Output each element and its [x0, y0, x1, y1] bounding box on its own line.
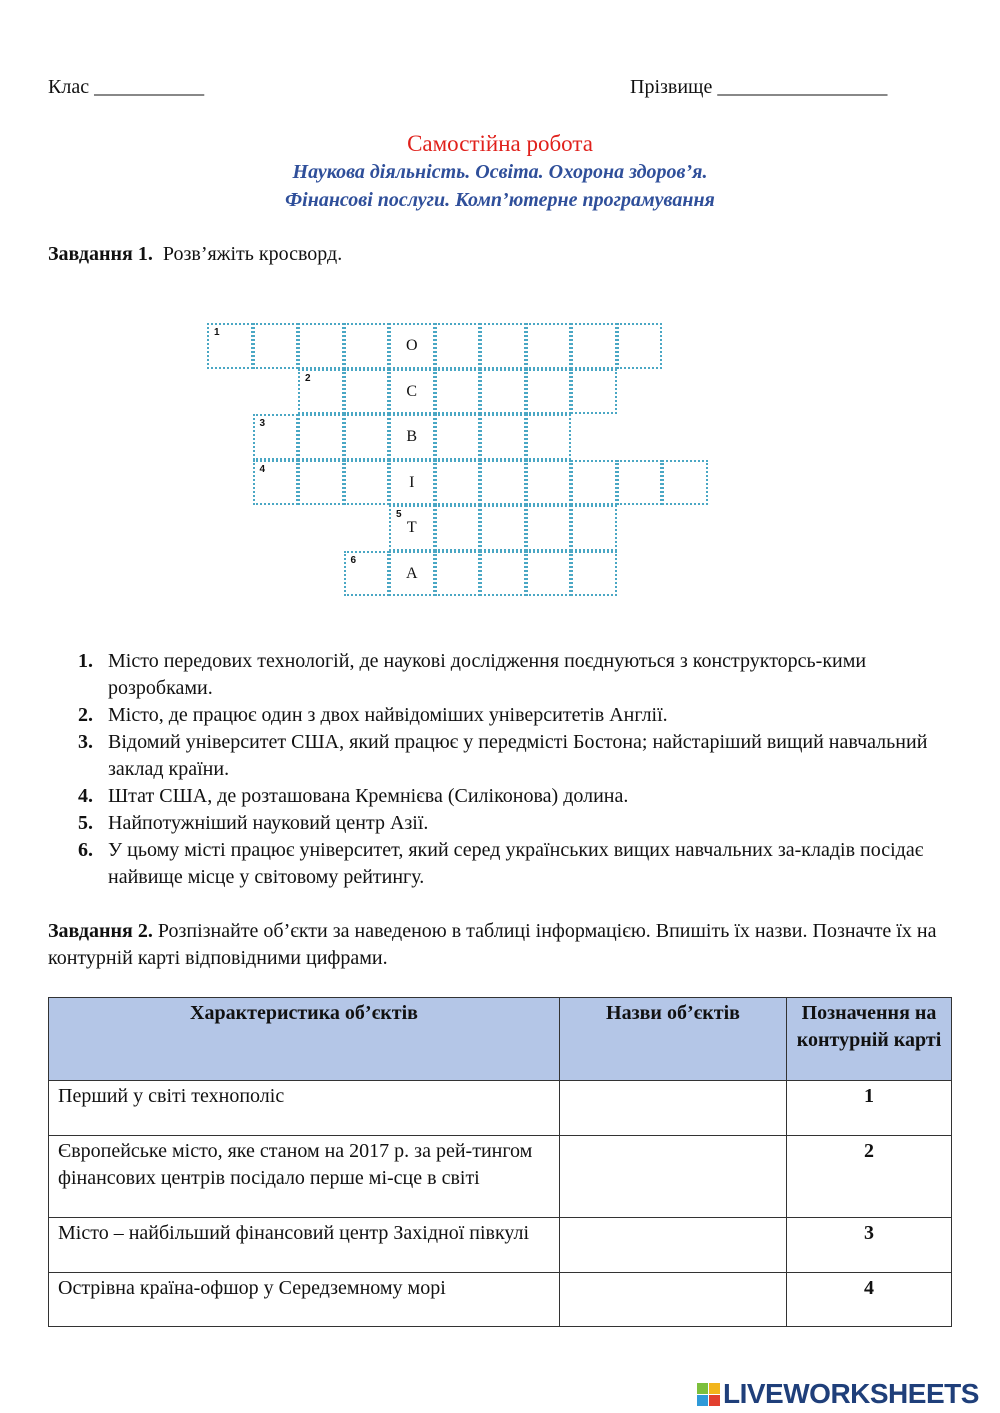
crossword-cell[interactable]	[480, 323, 526, 369]
question-item	[78, 702, 958, 729]
task2-label: Завдання 2.	[48, 920, 153, 942]
object-description: Європейське місто, яке станом на 2017 р. за рей-тингом фінансових центрів посідало перше мі-сце в світі	[49, 1136, 560, 1218]
clue-number: 1	[214, 327, 220, 338]
question-item	[78, 729, 958, 783]
crossword-cell[interactable]	[571, 323, 617, 369]
task1-heading	[48, 243, 342, 266]
logo-badge-icon	[697, 1383, 720, 1406]
crossword-cell[interactable]	[389, 323, 435, 369]
crossword-cell[interactable]	[435, 369, 481, 415]
crossword-cell[interactable]	[526, 551, 572, 597]
crossword-cell[interactable]	[253, 414, 299, 460]
question-item	[78, 783, 958, 810]
header-characteristics: Характеристика об’єктів	[49, 998, 560, 1081]
crossword-cell[interactable]	[571, 460, 617, 506]
question-text: Місто передових технологій, де наукові дослідження поєднуються з конструкторсь-кими розробками.	[108, 650, 867, 699]
crossword-cell[interactable]	[344, 323, 390, 369]
table-row	[49, 1081, 952, 1136]
task1-label: Завдання 1.	[48, 243, 153, 265]
crossword-cell[interactable]	[435, 414, 481, 460]
table-row	[49, 1136, 952, 1218]
key-letter: О	[405, 337, 418, 354]
subtitle-line-1: Наукова діяльність. Освіта. Охорона здоров’я.	[292, 161, 708, 183]
header-map-mark: Позначення на контурній карті	[787, 998, 952, 1081]
crossword-cell[interactable]	[526, 323, 572, 369]
page-title: Самостійна робота	[407, 131, 593, 156]
objects-table	[48, 997, 952, 1327]
crossword-cell[interactable]	[571, 505, 617, 551]
crossword-cell[interactable]	[298, 323, 344, 369]
crossword-cell[interactable]	[298, 369, 344, 415]
crossword-cell[interactable]	[480, 460, 526, 506]
crossword-cell[interactable]	[207, 323, 253, 369]
crossword-cell[interactable]	[253, 460, 299, 506]
liveworksheets-logo	[697, 1378, 979, 1410]
crossword-cell[interactable]	[480, 551, 526, 597]
crossword-cell[interactable]	[344, 551, 390, 597]
header-names: Назви об’єктів	[560, 998, 787, 1081]
question-number: 2.	[78, 704, 93, 726]
task1-text: Розв’яжіть кросворд.	[162, 243, 343, 265]
question-number: 5.	[78, 812, 93, 834]
question-number: 1.	[78, 650, 93, 672]
question-text: Місто, де працює один з двох найвідоміших університетів Англії.	[108, 704, 668, 726]
crossword-cell[interactable]	[617, 323, 663, 369]
crossword-cell[interactable]	[389, 369, 435, 415]
subtitle-line-2: Фінансові послуги. Комп’ютерне програмування	[285, 189, 715, 211]
surname-field[interactable]: Прізвище _________________	[630, 76, 888, 98]
crossword-cell[interactable]	[298, 414, 344, 460]
map-mark: 2	[787, 1136, 952, 1218]
object-description: Місто – найбільший фінансовий центр Західної півкулі	[49, 1218, 560, 1273]
crossword-cell[interactable]	[526, 369, 572, 415]
crossword-cell[interactable]	[344, 414, 390, 460]
crossword-cell[interactable]	[344, 460, 390, 506]
question-number: 6.	[78, 839, 93, 861]
question-number: 4.	[78, 785, 93, 807]
crossword-cell[interactable]	[435, 323, 481, 369]
crossword-cell[interactable]	[480, 369, 526, 415]
clue-number: 6	[350, 554, 357, 566]
key-letter: Т	[406, 519, 417, 536]
crossword-cell[interactable]	[480, 505, 526, 551]
crossword-cell[interactable]	[389, 551, 435, 597]
key-letter: А	[405, 564, 418, 582]
crossword-cell[interactable]	[344, 369, 390, 415]
crossword-cell[interactable]	[253, 323, 299, 369]
map-mark: 4	[787, 1273, 952, 1327]
crossword-cell[interactable]	[435, 460, 481, 506]
crossword-cell[interactable]	[526, 460, 572, 506]
clue-number: 3	[259, 418, 266, 429]
task2-text: Розпізнайте об’єкти за наведеною в таблиці інформацією. Впишіть їх назви. Позначте їх на контурній карті відповідними цифрами.	[48, 920, 937, 969]
object-name-input[interactable]	[560, 1218, 787, 1273]
crossword-cell[interactable]	[526, 414, 572, 460]
crossword-cell[interactable]	[298, 460, 344, 506]
crossword-cell[interactable]	[526, 505, 572, 551]
question-text: Штат США, де розташована Кремнієва (Силіконова) долина.	[108, 785, 629, 807]
crossword-cell[interactable]	[617, 460, 663, 506]
question-item	[78, 810, 958, 837]
map-mark: 1	[787, 1081, 952, 1136]
crossword-cell[interactable]	[662, 460, 708, 506]
object-name-input[interactable]	[560, 1273, 787, 1327]
task2-heading	[48, 918, 958, 972]
clue-number: 4	[259, 463, 266, 475]
question-item	[78, 648, 958, 702]
crossword-cell[interactable]	[435, 551, 481, 597]
crossword-cell[interactable]	[571, 551, 617, 597]
object-description: Перший у світі технополіс	[49, 1081, 560, 1136]
question-number: 3.	[78, 731, 93, 753]
clue-number: 5	[396, 509, 402, 520]
crossword-cell[interactable]	[480, 414, 526, 460]
question-text: Найпотужніший науковий центр Азії.	[108, 812, 429, 834]
object-description: Острівна країна-офшор у Середземному морі	[49, 1273, 560, 1327]
crossword-cell[interactable]	[389, 505, 435, 551]
crossword-cell[interactable]	[389, 460, 435, 506]
question-text: У цьому місті працює університет, який серед українських вищих навчальних за-кладів посідає найвище місце у світовому рейтингу.	[108, 839, 924, 888]
clue-number: 2	[305, 372, 311, 384]
table-row	[49, 1218, 952, 1273]
key-letter: С	[406, 382, 418, 400]
object-name-input[interactable]	[560, 1136, 787, 1218]
object-name-input[interactable]	[560, 1081, 787, 1136]
crossword-cell[interactable]	[571, 369, 617, 415]
table-row	[49, 1273, 952, 1327]
map-mark: 3	[787, 1218, 952, 1273]
key-letter: І	[409, 473, 415, 491]
question-text: Відомий університет США, який працює у передмісті Бостона; найстаріший вищий навчальний заклад країни.	[108, 731, 928, 780]
class-field[interactable]: Клас ___________	[48, 76, 205, 98]
question-item	[78, 837, 958, 891]
key-letter: В	[406, 428, 418, 445]
crossword-cell[interactable]	[389, 414, 435, 460]
crossword-cell[interactable]	[435, 505, 481, 551]
logo-text: LIVEWORKSHEETS	[723, 1378, 979, 1409]
